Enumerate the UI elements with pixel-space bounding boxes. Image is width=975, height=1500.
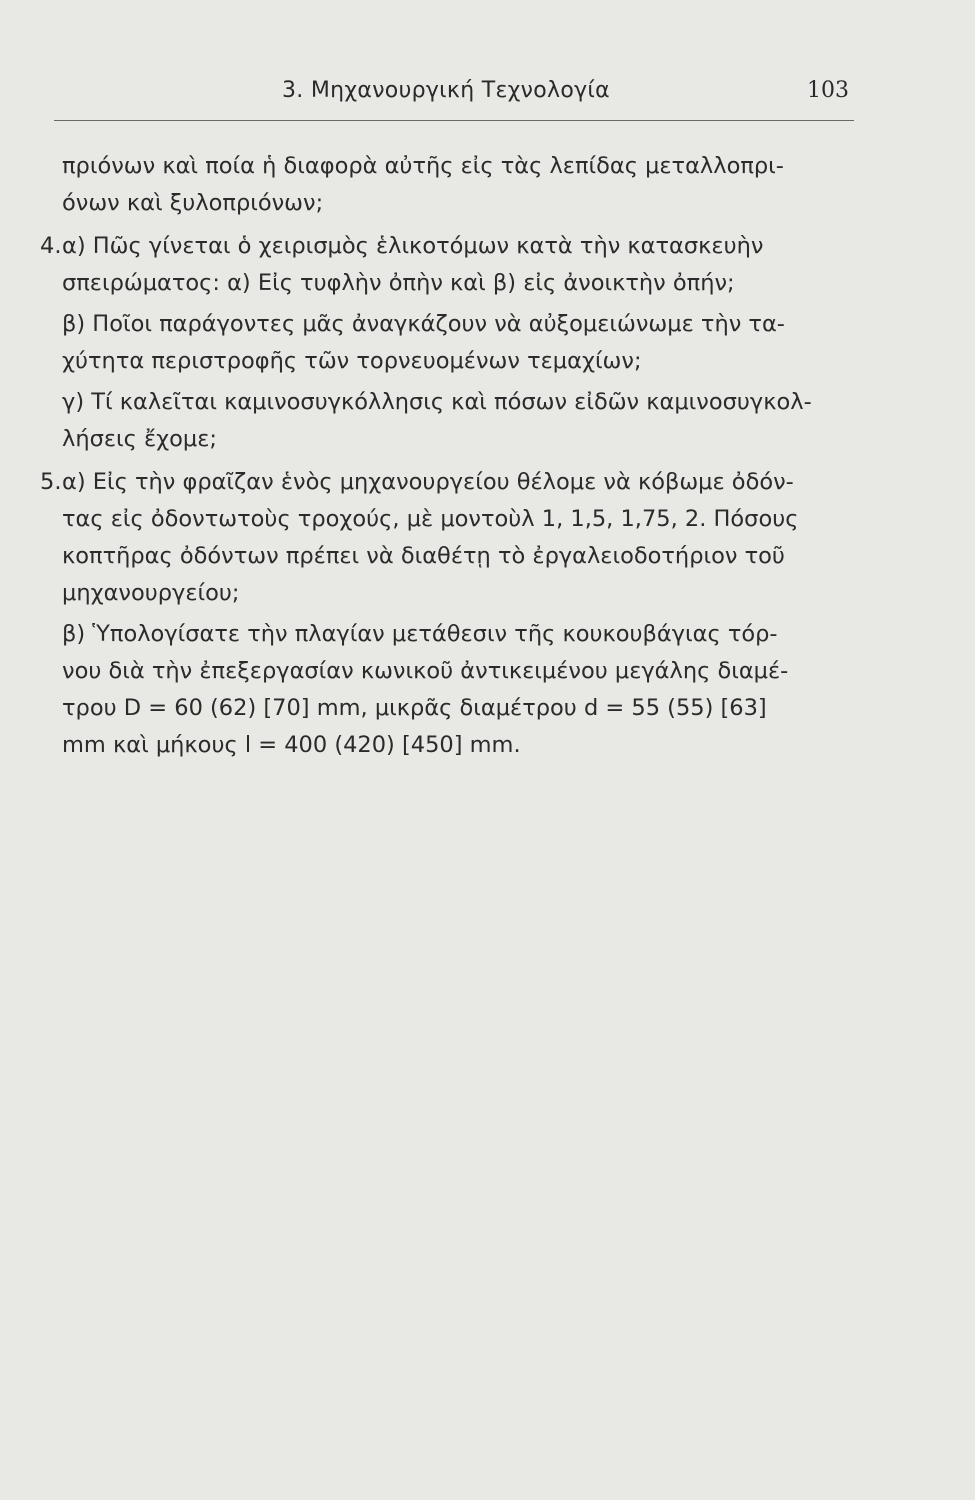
text-line: λήσεις ἔχομε; [62, 426, 217, 452]
question-number: 5. [40, 469, 62, 495]
text-line: σπειρώματος: α) Εἰς τυφλὴν ὀπὴν καὶ β) εἰς ἀνοικτὴν ὀπήν; [62, 270, 735, 296]
text-line: β) Ποῖοι παράγοντες μᾶς ἀναγκάζουν νὰ αὐξομειώνωμε τὴν τα- [62, 311, 785, 337]
page-header [60, 78, 855, 118]
header-rule [54, 120, 854, 121]
text-line: τας εἰς ὀδοντωτοὺς τροχούς, μὲ μοντοὺλ 1, 1,5, 1,75, 2. Πόσους [62, 506, 799, 532]
text-line: γ) Τί καλεῖται καμινοσυγκόλλησις καὶ πόσων εἰδῶν καμινοσυγκολ- [62, 389, 812, 415]
question-5 [40, 464, 855, 764]
text-line: α) Εἰς τὴν φραῖζαν ἑνὸς μηχανουργείου θέλομε νὰ κόβωμε ὀδόν- [62, 469, 794, 495]
text-line: τρου D = 60 (62) [70] mm, μικρᾶς διαμέτρου d = 55 (55) [63] [62, 695, 767, 721]
text-line: mm καὶ μήκους l = 400 (420) [450] mm. [62, 732, 521, 758]
page-number: 103 [807, 78, 849, 103]
question-5-part-b [40, 616, 855, 764]
question-number: 4. [40, 233, 62, 259]
running-title: 3. Μηχανουργική Τεχνολογία [282, 78, 610, 103]
text-line: νου διὰ τὴν ἐπεξεργασίαν κωνικοῦ ἀντικειμένου μεγάλης διαμέ- [62, 658, 789, 684]
question-4 [40, 228, 855, 458]
text-line: μηχανουργείου; [62, 580, 240, 606]
text-line: κοπτῆρας ὀδόντων πρέπει νὰ διαθέτῃ τὸ ἐργαλειοδοτήριον τοῦ [62, 543, 785, 569]
lead-paragraph [40, 148, 855, 222]
text-line: χύτητα περιστροφῆς τῶν τορνευομένων τεμαχίων; [62, 348, 642, 374]
question-4-part-c [40, 384, 855, 458]
text-line: α) Πῶς γίνεται ὁ χειρισμὸς ἑλικοτόμων κατὰ τὴν κατασκευὴν [62, 233, 764, 259]
text-line: πριόνων καὶ ποία ἡ διαφορὰ αὐτῆς εἰς τὰς λεπίδας μεταλλοπρι- [62, 153, 784, 179]
question-4-part-a [40, 228, 855, 302]
page-body [40, 148, 855, 764]
question-5-part-a [40, 464, 855, 612]
text-line: όνων καὶ ξυλοπριόνων; [62, 190, 324, 216]
text-line: β) Ὑπολογίσατε τὴν πλαγίαν μετάθεσιν τῆς κουκουβάγιας τόρ- [62, 621, 778, 647]
question-4-part-b [40, 306, 855, 380]
